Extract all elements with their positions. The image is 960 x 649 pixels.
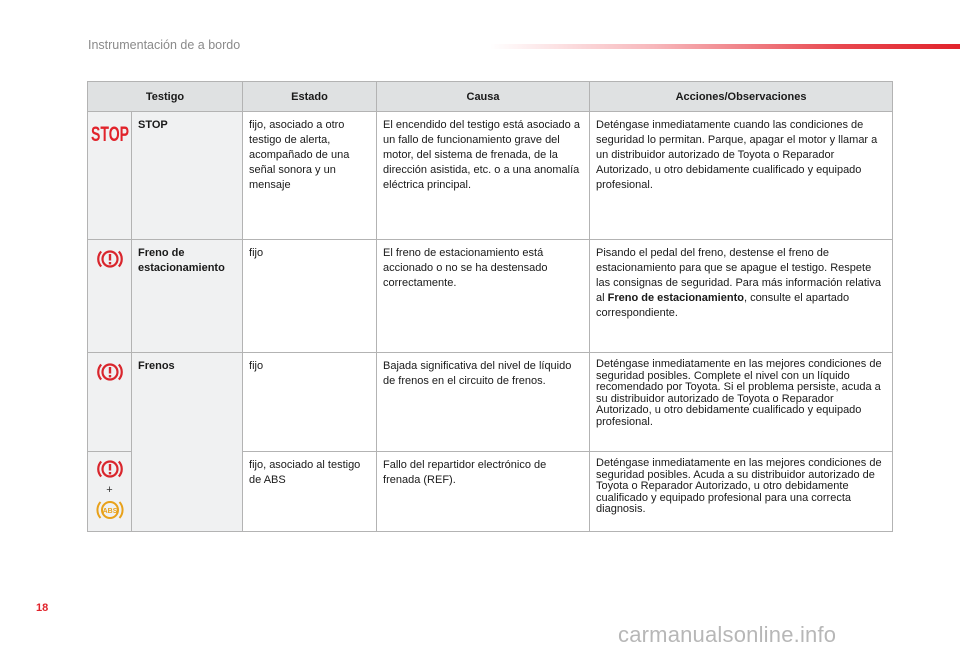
icon-cell: [88, 112, 132, 240]
warning-name: Frenos: [132, 353, 243, 532]
action-text: , consulte el apartado correspondiente.: [596, 292, 850, 319]
section-title: Instrumentación de a bordo: [88, 38, 241, 52]
header-accent-bar: [490, 44, 960, 49]
state-cell: fijo, asociado al testigo de ABS: [243, 452, 377, 532]
cause-cell: El encendido del testigo está asociado a un fallo de funcionamiento grave del motor, del sistema de frenada, de la dirección asistida, etc. o a una anomalía eléctrica principal.: [377, 112, 590, 240]
column-header-estado: Estado: [243, 82, 377, 112]
abs-icon-text: ABS: [102, 507, 117, 515]
brake-warning-icon: [96, 458, 124, 480]
icon-cell: [88, 240, 132, 353]
action-bold-reference: Freno de estacionamiento: [607, 292, 744, 304]
column-header-testigo: Testigo: [88, 82, 243, 112]
icon-cell: [88, 353, 132, 452]
cause-cell: Fallo del repartidor electrónico de frenada (REF).: [377, 452, 590, 532]
action-cell: Deténgase inmediatamente en las mejores condiciones de seguridad posibles. Complete el nivel con un líquido recomendado por Toyota. Si el problema persiste, acuda a su distribuidor autorizado de Toyota o Reparador Autorizado, u otro debidamente cualificado y equipado profesional.: [590, 353, 893, 452]
state-cell: fijo: [243, 353, 377, 452]
brake-warning-icon: [96, 248, 124, 270]
page-number: 18: [36, 602, 49, 614]
table-row: [88, 240, 893, 353]
warning-name: STOP: [132, 112, 243, 240]
abs-warning-icon: [95, 498, 125, 522]
stop-warning-icon: [90, 120, 130, 146]
column-header-acciones: Acciones/Observaciones: [590, 82, 893, 112]
column-header-causa: Causa: [377, 82, 590, 112]
watermark: carmanualsonline.info: [618, 622, 837, 647]
action-text: Pisando el pedal del freno, destense el freno de estacionamiento para que se apague el testigo. Respete las consignas de seguridad. Para más información relativa al: [596, 247, 881, 304]
action-cell: [590, 240, 893, 353]
action-cell: Deténgase inmediatamente cuando las condiciones de seguridad lo permitan. Parque, apagar el motor y llamar a un distribuidor autorizado de Toyota o Reparador Autorizado, u otro debidamente cualificado y equipado profesional.: [590, 112, 893, 240]
state-cell: fijo: [243, 240, 377, 353]
cause-cell: Bajada significativa del nivel de líquido de frenos en el circuito de frenos.: [377, 353, 590, 452]
stop-icon-text: STOP: [91, 123, 129, 146]
table-header-row: [88, 82, 893, 112]
brake-warning-icon: [96, 361, 124, 383]
table-row: [88, 353, 893, 452]
action-cell: Deténgase inmediatamente en las mejores condiciones de seguridad posibles. Acuda a su distribuidor autorizado de Toyota o Reparador Autorizado, u otro debidamente cualificado y equipado profesional para una correcta diagnosis.: [590, 452, 893, 532]
table-row: [88, 112, 893, 240]
plus-sign: +: [106, 484, 113, 496]
state-cell: fijo, asociado a otro testigo de alerta, acompañado de una señal sonora y un mensaje: [243, 112, 377, 240]
icon-cell: [88, 452, 132, 532]
warning-name: Freno de estacionamiento: [132, 240, 243, 353]
cause-cell: El freno de estacionamiento está accionado o no se ha destensado correctamente.: [377, 240, 590, 353]
warning-lights-table: [87, 81, 893, 532]
